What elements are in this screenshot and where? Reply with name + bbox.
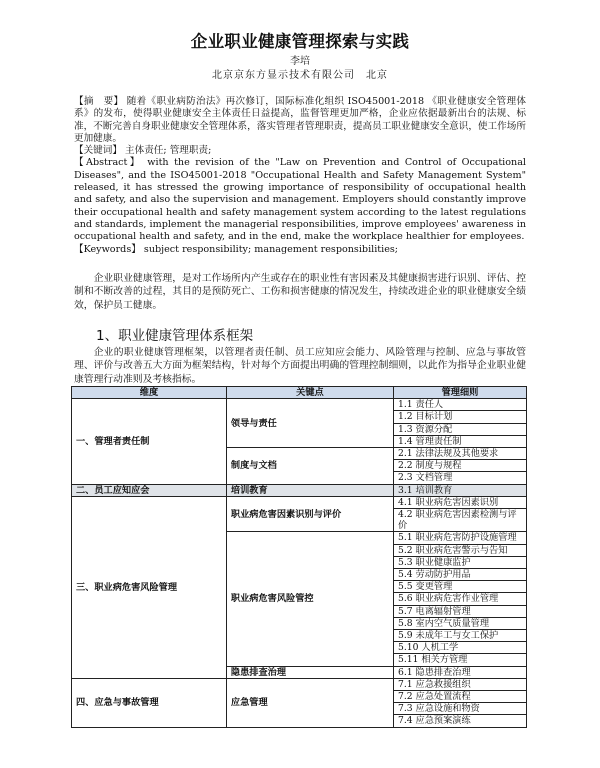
paper-affiliation: 北京京东方显示技术有限公司 北京	[212, 70, 388, 81]
table-row	[72, 496, 527, 508]
header-detail: 管理细则	[394, 387, 527, 399]
detail-cell: 1.1 责任人	[394, 399, 527, 411]
detail-cell: 2.1 法律法规及其他要求	[394, 448, 527, 460]
intro-paragraph	[74, 272, 526, 312]
abstract-cn-label: 【摘 要】	[74, 96, 124, 107]
abstract-en-text: with the revision of the "Law on Prevention and Control of Occupational Diseases", and the ISO45001-2018 "Occupational Health and Safety Management System" released, it has stressed the growing importance of responsibility of occupational health and safety, and also the supervision and management. Employers should constantly improve their occupational health and safety management system according to the latest regulations and standards, implement the managerial responsibilities, improve employees' awareness in occupational health and safety, and in the end, make the workplace healthier for employees.	[74, 157, 526, 243]
dimension-cell: 一、管理者责任制	[72, 399, 227, 484]
framework-table	[71, 386, 527, 728]
section-text: 企业的职业健康管理框架，以管理者责任制、员工应知应会能力、风险管理与控制、应急与事故管理、评价与改善五大方面为框架结构，针对每个方面提出明确的管理控制细则，以此作为指导企业职业健康管理行动准则及考核指标。	[74, 347, 526, 385]
section-paragraph	[74, 346, 526, 386]
detail-cell: 5.7 电离辐射管理	[394, 605, 527, 617]
detail-cell: 7.2 应急处置流程	[394, 691, 527, 703]
keywords-en-label: 【Keywords】	[74, 243, 141, 255]
detail-cell: 5.3 职业健康监护	[394, 556, 527, 568]
keywords-cn-text: 主体责任; 管理职责;	[125, 145, 212, 157]
abstract-block	[74, 96, 526, 256]
detail-cell: 1.3 资源分配	[394, 423, 527, 435]
dimension-cell: 三、职业病危害风险管理	[72, 496, 227, 678]
header-dimension: 维度	[72, 387, 227, 399]
detail-cell: 5.9 未成年工与女工保护	[394, 630, 527, 642]
keypoint-cell: 职业病危害风险管控	[226, 532, 393, 666]
header-keypoint: 关键点	[226, 387, 393, 399]
detail-cell: 7.4 应急预案演练	[394, 715, 527, 727]
detail-cell: 5.6 职业病危害作业管理	[394, 593, 527, 605]
table-header-row	[72, 387, 527, 399]
detail-cell: 5.5 变更管理	[394, 581, 527, 593]
keywords-cn-label: 【关键词】	[74, 145, 122, 157]
abstract-en	[74, 157, 526, 243]
section-heading: 1、职业健康管理体系框架	[96, 328, 254, 344]
detail-cell: 3.1 培训教育	[394, 484, 527, 496]
intro-text: 企业职业健康管理，是对工作场所内产生或存在的职业性有害因素及其健康损害进行识别、评估、控制和不断改善的过程，其目的是预防死亡、工伤和损害健康的情况发生，持续改进企业的职业健康安全绩效，保护员工健康。	[74, 273, 526, 311]
detail-cell: 5.10 人机工学	[394, 642, 527, 654]
detail-cell: 6.1 隐患排查治理	[394, 666, 527, 678]
detail-cell: 4.2 职业病危害因素检测与评价	[394, 509, 527, 532]
abstract-cn	[74, 96, 526, 145]
detail-cell: 4.1 职业病危害因素识别	[394, 496, 527, 508]
detail-cell: 7.3 应急设施和物资	[394, 703, 527, 715]
detail-cell: 5.11 相关方管理	[394, 654, 527, 666]
table-row	[72, 399, 527, 411]
detail-cell: 5.2 职业病危害警示与告知	[394, 544, 527, 556]
keypoint-cell: 领导与责任	[226, 399, 393, 448]
keywords-cn	[74, 145, 526, 157]
keypoint-cell: 职业病危害因素识别与评价	[226, 496, 393, 532]
detail-cell: 2.3 文档管理	[394, 472, 527, 484]
detail-cell: 1.4 管理责任制	[394, 435, 527, 447]
keywords-en-text: subject responsibility; management responsibilities;	[143, 243, 399, 255]
detail-cell: 1.2 目标计划	[394, 411, 527, 423]
detail-cell: 2.2 制度与规程	[394, 460, 527, 472]
paper-title: 企业职业健康管理探索与实践	[190, 32, 410, 51]
detail-cell: 5.1 职业病危害防护设施管理	[394, 532, 527, 544]
abstract-cn-text: 随着《职业病防治法》再次修订，国际标准化组织 ISO45001-2018 《职业健康安全管理体系》的发布，使得职业健康安全主体责任日益提高，监督管理更加严格，企业应依据最新出台的法规、标准，不断完善自身职业健康安全管理体系，落实管理者管理职责，提高员工职业健康安全意识，使工作场所更加健康。	[74, 96, 526, 144]
table-row	[72, 678, 527, 690]
keywords-en	[74, 244, 526, 256]
detail-cell: 7.1 应急救援组织	[394, 678, 527, 690]
keypoint-cell: 培训教育	[226, 484, 393, 496]
dimension-cell: 二、员工应知应会	[72, 484, 227, 496]
keypoint-cell: 隐患排查治理	[226, 666, 393, 678]
keypoint-cell: 应急管理	[226, 678, 393, 727]
detail-cell: 5.8 室内空气质量管理	[394, 617, 527, 629]
abstract-en-label: 【Abstract】	[74, 157, 142, 169]
keypoint-cell: 制度与文档	[226, 448, 393, 485]
paper-author: 李培	[290, 56, 310, 67]
detail-cell: 5.4 劳动防护用品	[394, 569, 527, 581]
dimension-cell: 四、应急与事故管理	[72, 678, 227, 727]
table-row	[72, 484, 527, 496]
